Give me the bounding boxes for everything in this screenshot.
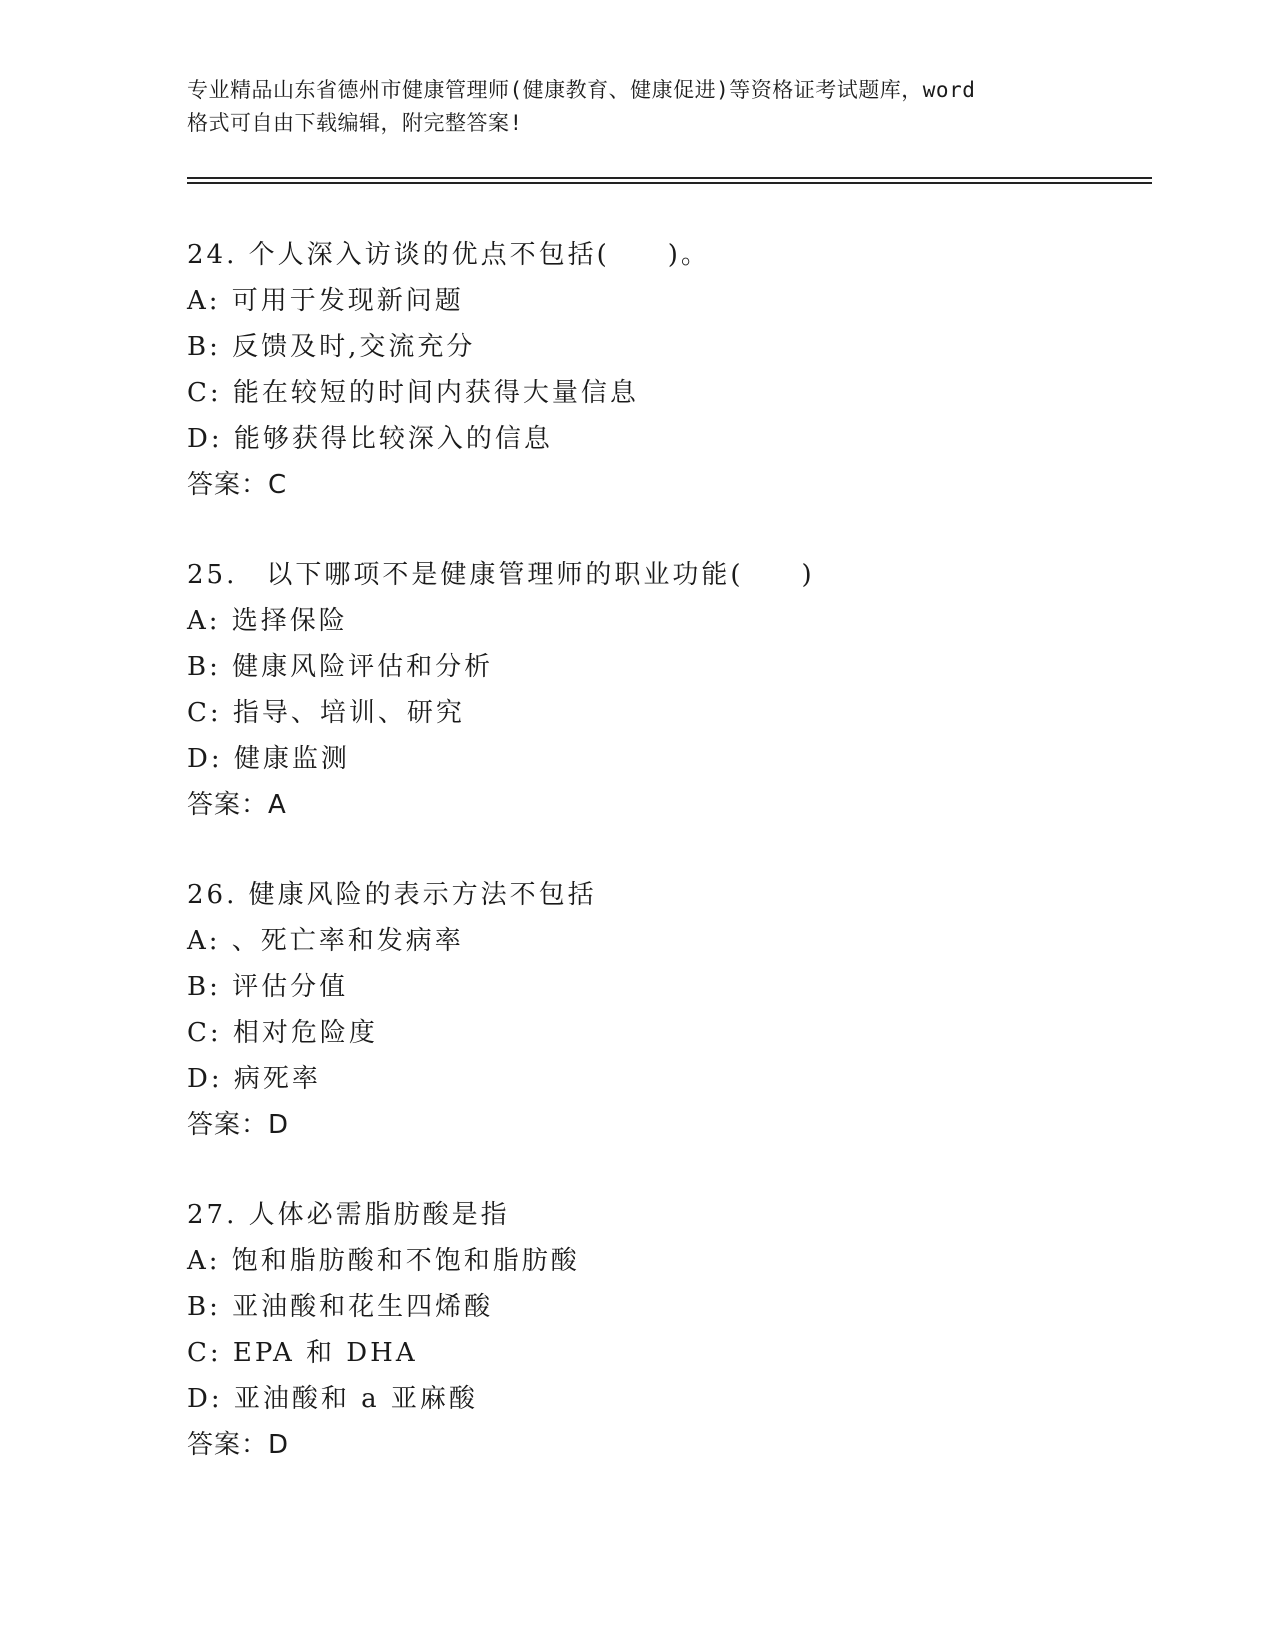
option-d: D: 病死率	[187, 1064, 321, 1094]
header-line-2: 格式可自由下载编辑，附完整答案!	[187, 111, 523, 135]
answer-text: 答案：D	[187, 1430, 290, 1460]
option-c: C: EPA 和 DHA	[187, 1338, 418, 1368]
option-a: A: 、死亡率和发病率	[187, 926, 464, 956]
question-26	[187, 872, 1147, 1192]
question-27	[187, 1192, 1147, 1512]
option-b: B: 反馈及时,交流充分	[187, 332, 476, 362]
option-b: B: 亚油酸和花生四烯酸	[187, 1292, 494, 1322]
option-c: C: 指导、培训、研究	[187, 698, 465, 728]
answer-text: 答案：C	[187, 470, 288, 500]
question-24	[187, 232, 1147, 552]
header-rule-bottom	[187, 182, 1152, 184]
option-b: B: 健康风险评估和分析	[187, 652, 494, 682]
question-stem: 25. 以下哪项不是健康管理师的职业功能( )	[187, 560, 815, 590]
header-line-1: 专业精品山东省德州市健康管理师(健康教育、健康促进)等资格证考试题库，word	[187, 78, 976, 102]
answer-text: 答案：D	[187, 1110, 290, 1140]
option-c: C: 能在较短的时间内获得大量信息	[187, 378, 639, 408]
header-rule-top	[187, 177, 1152, 179]
option-b: B: 评估分值	[187, 972, 349, 1002]
option-c: C: 相对危险度	[187, 1018, 378, 1048]
option-a: A: 可用于发现新问题	[187, 286, 464, 316]
question-25	[187, 552, 1147, 872]
option-a: A: 选择保险	[187, 606, 348, 636]
option-a: A: 饱和脂肪酸和不饱和脂肪酸	[187, 1246, 580, 1276]
option-d: D: 能够获得比较深入的信息	[187, 424, 553, 454]
question-stem: 24. 个人深入访谈的优点不包括( )。	[187, 240, 710, 270]
document-header	[187, 74, 1087, 140]
option-d: D: 亚油酸和 a 亚麻酸	[187, 1384, 478, 1414]
answer-text: 答案：A	[187, 790, 287, 820]
option-d: D: 健康监测	[187, 744, 350, 774]
question-stem: 27. 人体必需脂肪酸是指	[187, 1200, 510, 1230]
question-stem: 26. 健康风险的表示方法不包括	[187, 880, 597, 910]
question-list	[187, 232, 1147, 1512]
